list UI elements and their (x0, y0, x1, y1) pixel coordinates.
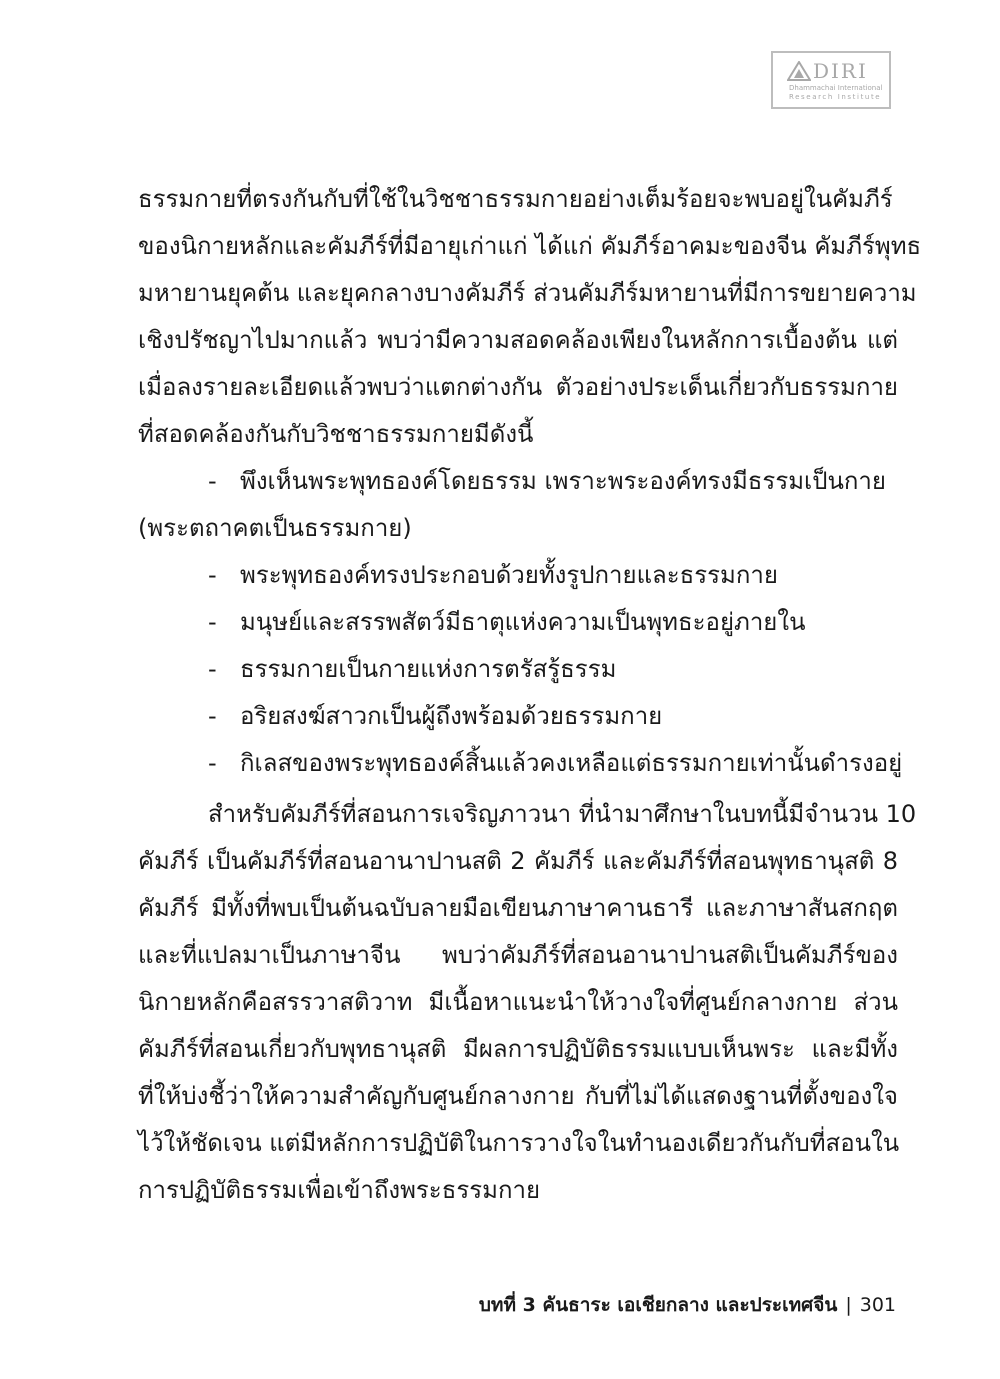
chapter-title: บทที่ 3 คันธาระ เอเชียกลาง และประเทศจีน (478, 1294, 838, 1316)
text-line: ไว้ให้ชัดเจน แต่มีหลักการปฏิบัติในการวางใจในทำนองเดียวกันกับที่สอนใน (138, 1129, 900, 1157)
list-item (138, 740, 903, 787)
text-line: ของนิกายหลักและคัมภีร์ที่มีอายุเก่าแก่ ได้แก่ คัมภีร์อาคมะของจีน คัมภีร์พุทธ (138, 232, 922, 260)
text-line: ธรรมกายที่ตรงกันกับที่ใช้ในวิชชาธรรมกายอย่างเต็มร้อยจะพบอยู่ในคัมภีร์ (138, 185, 893, 213)
bullet-dash: - (208, 467, 217, 495)
bullet-dash: - (208, 608, 217, 636)
bullet-dash: - (208, 561, 217, 589)
text-line: คัมภีร์ที่สอนเกี่ยวกับพุทธานุสติ มีผลการปฏิบัติธรรมแบบเห็นพระ และมีทั้ง (138, 1035, 898, 1063)
list-item-text: อริยสงฆ์สาวกเป็นผู้ถึงพร้อมด้วยธรรมกาย (240, 702, 663, 730)
list-item (138, 599, 898, 646)
bullet-dash: - (208, 702, 217, 730)
list-item (138, 552, 898, 599)
list-item (138, 693, 898, 740)
logo-subtitle-line2: Research Institute (789, 93, 882, 101)
list-item (138, 458, 898, 505)
text-line: เมื่อลงรายละเอียดแล้วพบว่าแตกต่างกัน ตัวอย่างประเด็นเกี่ยวกับธรรมกาย (138, 373, 898, 401)
text-line: คัมภีร์ มีทั้งที่พบเป็นต้นฉบับลายมือเขียนภาษาคานธารี และภาษาสันสกฤต (138, 894, 898, 922)
bullet-dash: - (208, 749, 217, 777)
diri-logo (771, 51, 891, 109)
list-item-text: พึงเห็นพระพุทธองค์โดยธรรม เพราะพระองค์ทรงมีธรรมเป็นกาย (240, 467, 886, 495)
list-item-text: มนุษย์และสรรพสัตว์มีธาตุแห่งความเป็นพุทธะอยู่ภายใน (240, 608, 806, 636)
page-body (138, 176, 922, 1214)
text-line: สำหรับคัมภีร์ที่สอนการเจริญภาวนา ที่นำมาศึกษาในบทนี้มีจำนวน 10 (208, 800, 917, 828)
text-line: มหายานยุคต้น และยุคกลางบางคัมภีร์ ส่วนคัมภีร์มหายานที่มีการขยายความ (138, 279, 917, 307)
list-item-continuation: (พระตถาคตเป็นธรรมกาย) (138, 514, 412, 542)
footer-separator: | (845, 1294, 852, 1316)
logo-name: DIRI (813, 59, 868, 83)
list-item (138, 646, 898, 693)
paragraph-intro (138, 176, 922, 458)
logo-subtitle-line1: Dhammachai International (789, 84, 883, 92)
list-item-text: พระพุทธองค์ทรงประกอบด้วยทั้งรูปกายและธรรมกาย (240, 561, 778, 589)
bullet-dash: - (208, 655, 217, 683)
list-item-text: กิเลสของพระพุทธองค์สิ้นแล้วคงเหลือแต่ธรรมกายเท่านั้นดำรงอยู่ (240, 749, 903, 777)
text-line: และที่แปลมาเป็นภาษาจีน พบว่าคัมภีร์ที่สอนอานาปานสติเป็นคัมภีร์ของ (138, 941, 898, 969)
text-line: คัมภีร์ เป็นคัมภีร์ที่สอนอานาปานสติ 2 คัมภีร์ และคัมภีร์ที่สอนพุทธานุสติ 8 (138, 847, 898, 875)
list-item-text: ธรรมกายเป็นกายแห่งการตรัสรู้ธรรม (240, 655, 617, 683)
text-line: ที่ให้บ่งชี้ว่าให้ความสำคัญกับศูนย์กลางกาย กับที่ไม่ได้แสดงฐานที่ตั้งของใจ (138, 1082, 898, 1110)
text-line: การปฏิบัติธรรมเพื่อเข้าถึงพระธรรมกาย (138, 1176, 541, 1204)
text-line: ที่สอดคล้องกันกับวิชชาธรรมกายมีดังนี้ (138, 420, 534, 448)
page-number: 301 (859, 1294, 896, 1316)
text-line: นิกายหลักคือสรรวาสติวาท มีเนื้อหาแนะนำให้วางใจที่ศูนย์กลางกาย ส่วน (138, 988, 898, 1016)
text-line: เชิงปรัชญาไปมากแล้ว พบว่ามีความสอดคล้องเพียงในหลักการเบื้องต้น แต่ (138, 326, 898, 354)
paragraph-meditation-texts (138, 791, 917, 1214)
triangle-logo-icon (787, 61, 811, 81)
page-footer (479, 1293, 896, 1317)
bullet-list (138, 458, 903, 787)
